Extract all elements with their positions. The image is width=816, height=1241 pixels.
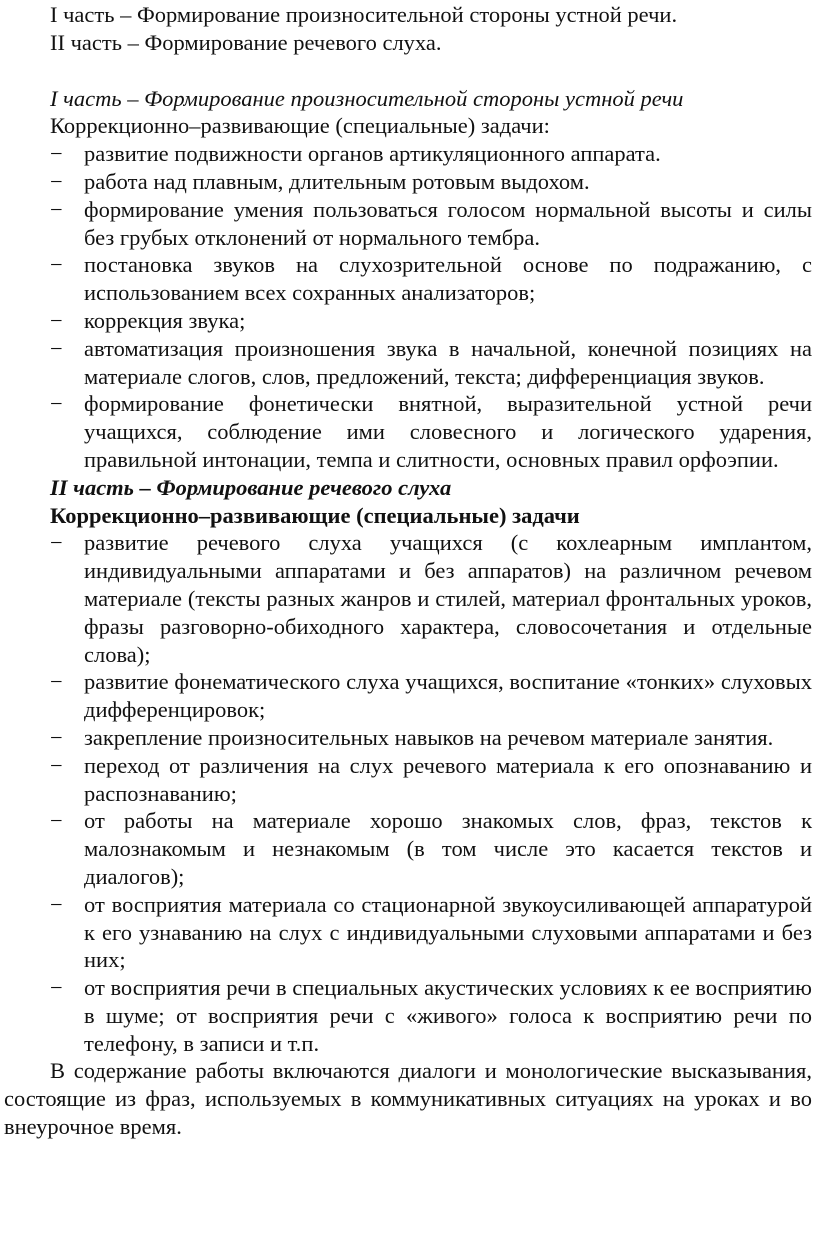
bullet-dash: −: [50, 252, 63, 278]
section2-subheading: Коррекционно–развивающие (специальные) задачи: [50, 502, 580, 528]
list-item-text: автоматизация произношения звука в начальной, конечной позициях на материале слогов, слов, предложений, текста; дифференциация звуков.: [84, 335, 812, 389]
bullet-dash: −: [50, 975, 63, 1001]
list-item-text: формирование умения пользоваться голосом нормальной высоты и силы без грубых отклонений от нормального тембра.: [84, 196, 812, 250]
section2-heading: II часть – Формирование речевого слуха: [50, 474, 452, 500]
list-item-text: развитие речевого слуха учащихся (с кохлеарным имплантом, индивидуальными аппаратами и без аппаратов) на различном речевом материале (тексты разных жанров и стилей, материал фронтальных уроков, фразы разговорно-обиходного характера, словосочетания и отдельные слова);: [84, 530, 812, 667]
blank-line: [4, 57, 812, 85]
list-item: [4, 891, 812, 974]
bullet-dash: −: [50, 307, 63, 333]
section2-list: [4, 529, 812, 1057]
bullet-dash: −: [50, 391, 63, 417]
bullet-dash: −: [50, 808, 63, 834]
bullet-dash: −: [50, 530, 63, 556]
list-item: [4, 251, 812, 307]
bullet-dash: −: [50, 891, 63, 917]
bullet-dash: −: [50, 724, 63, 750]
bullet-dash: −: [50, 196, 63, 222]
list-item: [4, 335, 812, 391]
intro-line-1: I часть – Формирование произносительной стороны устной речи.: [50, 2, 678, 27]
list-item-text: коррекция звука;: [84, 307, 246, 333]
section1-heading: I часть – Формирование произносительной стороны устной речи: [50, 85, 684, 111]
list-item-text: от работы на материале хорошо знакомых слов, фраз, текстов к малознакомым и незнакомым (в том числе это касается текстов и диалогов);: [84, 808, 812, 889]
list-item-text: от восприятия материала со стационарной звукоусиливающей аппаратурой к его узнаванию на слух с индивидуальными слуховыми аппаратами и без них;: [84, 891, 812, 973]
list-item: [4, 724, 812, 752]
list-item-text: переход от различения на слух речевого материала к его опознаванию и распознаванию;: [84, 752, 812, 806]
list-item: [4, 390, 812, 473]
list-item-text: постановка звуков на слухозрительной основе по подражанию, с использованием всех сохранных анализаторов;: [84, 252, 812, 306]
closing-paragraph: В содержание работы включаются диалоги и монологические высказывания, состоящие из фраз, используемых в коммуникативных ситуациях на уроках и во внеурочное время.: [4, 1058, 812, 1140]
bullet-dash: −: [50, 669, 63, 695]
section1-list: [4, 140, 812, 474]
section1-subheading: Коррекционно–развивающие (специальные) задачи:: [50, 113, 550, 139]
bullet-dash: −: [50, 752, 63, 778]
bullet-dash: −: [50, 168, 63, 194]
list-item: [4, 140, 812, 168]
list-item-text: закрепление произносительных навыков на речевом материале занятия.: [84, 724, 774, 750]
intro-line-2: II часть – Формирование речевого слуха.: [50, 29, 442, 55]
list-item: [4, 307, 812, 335]
list-item-text: развитие фонематического слуха учащихся, воспитание «тонких» слуховых дифференцировок;: [84, 669, 812, 723]
list-item: [4, 168, 812, 196]
bullet-dash: −: [50, 335, 63, 361]
list-item-text: от восприятия речи в специальных акустических условиях к ее восприятию в шуме; от восприятия речи с «живого» голоса к восприятию речи по телефону, в записи и т.п.: [84, 975, 812, 1056]
list-item: [4, 752, 812, 808]
list-item-text: развитие подвижности органов артикуляционного аппарата.: [84, 141, 661, 167]
list-item: [4, 807, 812, 890]
bullet-dash: −: [50, 141, 63, 167]
list-item: [4, 974, 812, 1057]
list-item-text: работа над плавным, длительным ротовым выдохом.: [84, 168, 590, 194]
list-item: [4, 668, 812, 724]
list-item: [4, 529, 812, 668]
list-item: [4, 196, 812, 252]
list-item-text: формирование фонетически внятной, выразительной устной речи учащихся, соблюдение ими словесного и логического ударения, правильной интонации, темпа и слитности, основных правил орфоэпии.: [84, 391, 812, 472]
